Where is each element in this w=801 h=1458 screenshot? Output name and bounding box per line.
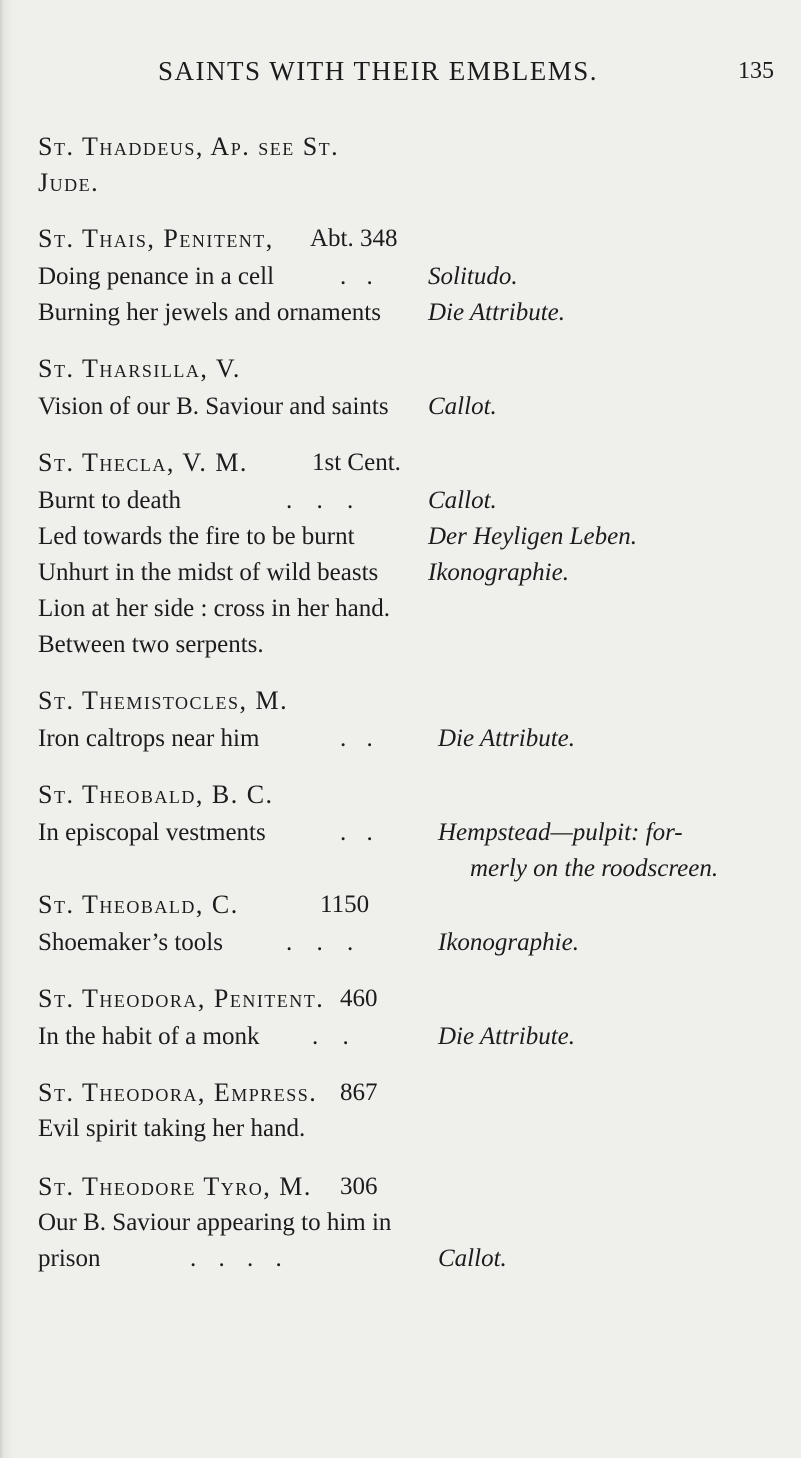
entry-date: 460 bbox=[340, 985, 378, 1012]
running-header bbox=[0, 56, 801, 96]
emblem-text: Led towards the fire to be burnt bbox=[38, 523, 355, 550]
emblem-text: In the habit of a monk bbox=[38, 1023, 260, 1050]
leader-dots: . . bbox=[312, 1023, 349, 1050]
emblem-text: Shoemaker’s tools bbox=[38, 929, 223, 956]
source-reference: Callot. bbox=[428, 487, 497, 514]
entry-heading: St. Theodora, Empress. bbox=[38, 1078, 318, 1107]
entry-date: Abt. 348 bbox=[310, 225, 398, 252]
entry-heading: St. Tharsilla, V. bbox=[38, 354, 241, 383]
page-binding-edge bbox=[0, 0, 14, 1458]
leader-dots: . . bbox=[340, 819, 373, 846]
entry-heading: St. Theodore Tyro, M. bbox=[38, 1172, 312, 1201]
emblem-text: Evil spirit taking her hand. bbox=[38, 1115, 306, 1142]
source-reference: Solitudo. bbox=[428, 263, 518, 290]
source-reference: Callot. bbox=[438, 1245, 507, 1272]
emblem-text: Lion at her side : cross in her hand. bbox=[38, 595, 390, 622]
source-reference: Die Attribute. bbox=[428, 299, 566, 326]
emblem-text: Between two serpents. bbox=[38, 631, 264, 658]
page-number: 135 bbox=[738, 58, 774, 84]
emblem-text: Burnt to death bbox=[38, 487, 182, 514]
source-reference: Der Heyligen Leben. bbox=[428, 523, 637, 550]
source-reference: Die Attribute. bbox=[438, 1023, 576, 1050]
source-reference: Ikonographie. bbox=[428, 559, 569, 586]
entry-heading: St. Themistocles, M. bbox=[38, 686, 289, 715]
emblem-text: Burning her jewels and ornaments bbox=[38, 299, 381, 326]
source-reference: Callot. bbox=[428, 393, 497, 420]
leader-dots: . . . . bbox=[190, 1245, 282, 1272]
source-reference: Die Attribute. bbox=[438, 725, 576, 752]
entry-heading: St. Thecla, V. M. bbox=[38, 448, 248, 477]
entry-date: 867 bbox=[340, 1079, 378, 1106]
entry-date: 1st Cent. bbox=[312, 449, 401, 476]
emblem-text: Doing penance in a cell bbox=[38, 263, 275, 290]
running-title: SAINTS WITH THEIR EMBLEMS. bbox=[158, 56, 599, 86]
entry-heading-continued: Jude. bbox=[38, 168, 100, 197]
emblem-text: Our B. Saviour appearing to him in bbox=[38, 1209, 392, 1236]
leader-dots: . . bbox=[340, 725, 373, 752]
source-reference-continued: merly on the roodscreen. bbox=[470, 855, 719, 882]
emblem-text: Vision of our B. Saviour and saints bbox=[38, 393, 389, 420]
source-reference: Ikonographie. bbox=[438, 929, 579, 956]
entry-heading: St. Theodora, Penitent. bbox=[38, 984, 325, 1013]
emblem-text: In episcopal vestments bbox=[38, 819, 266, 846]
leader-dots: . . . bbox=[286, 487, 354, 514]
emblem-text: Iron caltrops near him bbox=[38, 725, 260, 752]
entry-heading: St. Thaddeus, Ap. see St. bbox=[38, 132, 340, 161]
leader-dots: . . . bbox=[286, 929, 354, 956]
entry-heading: St. Thais, Penitent, bbox=[38, 224, 274, 253]
entry-heading: St. Theobald, C. bbox=[38, 890, 239, 919]
emblem-text: prison bbox=[38, 1245, 101, 1272]
source-reference: Hempstead—pulpit: for- bbox=[438, 819, 683, 846]
leader-dots: . . bbox=[340, 263, 373, 290]
emblem-text: Unhurt in the midst of wild beasts bbox=[38, 559, 379, 586]
entry-date: 1150 bbox=[320, 891, 370, 918]
entry-date: 306 bbox=[340, 1173, 378, 1200]
entry-heading: St. Theobald, B. C. bbox=[38, 780, 274, 809]
